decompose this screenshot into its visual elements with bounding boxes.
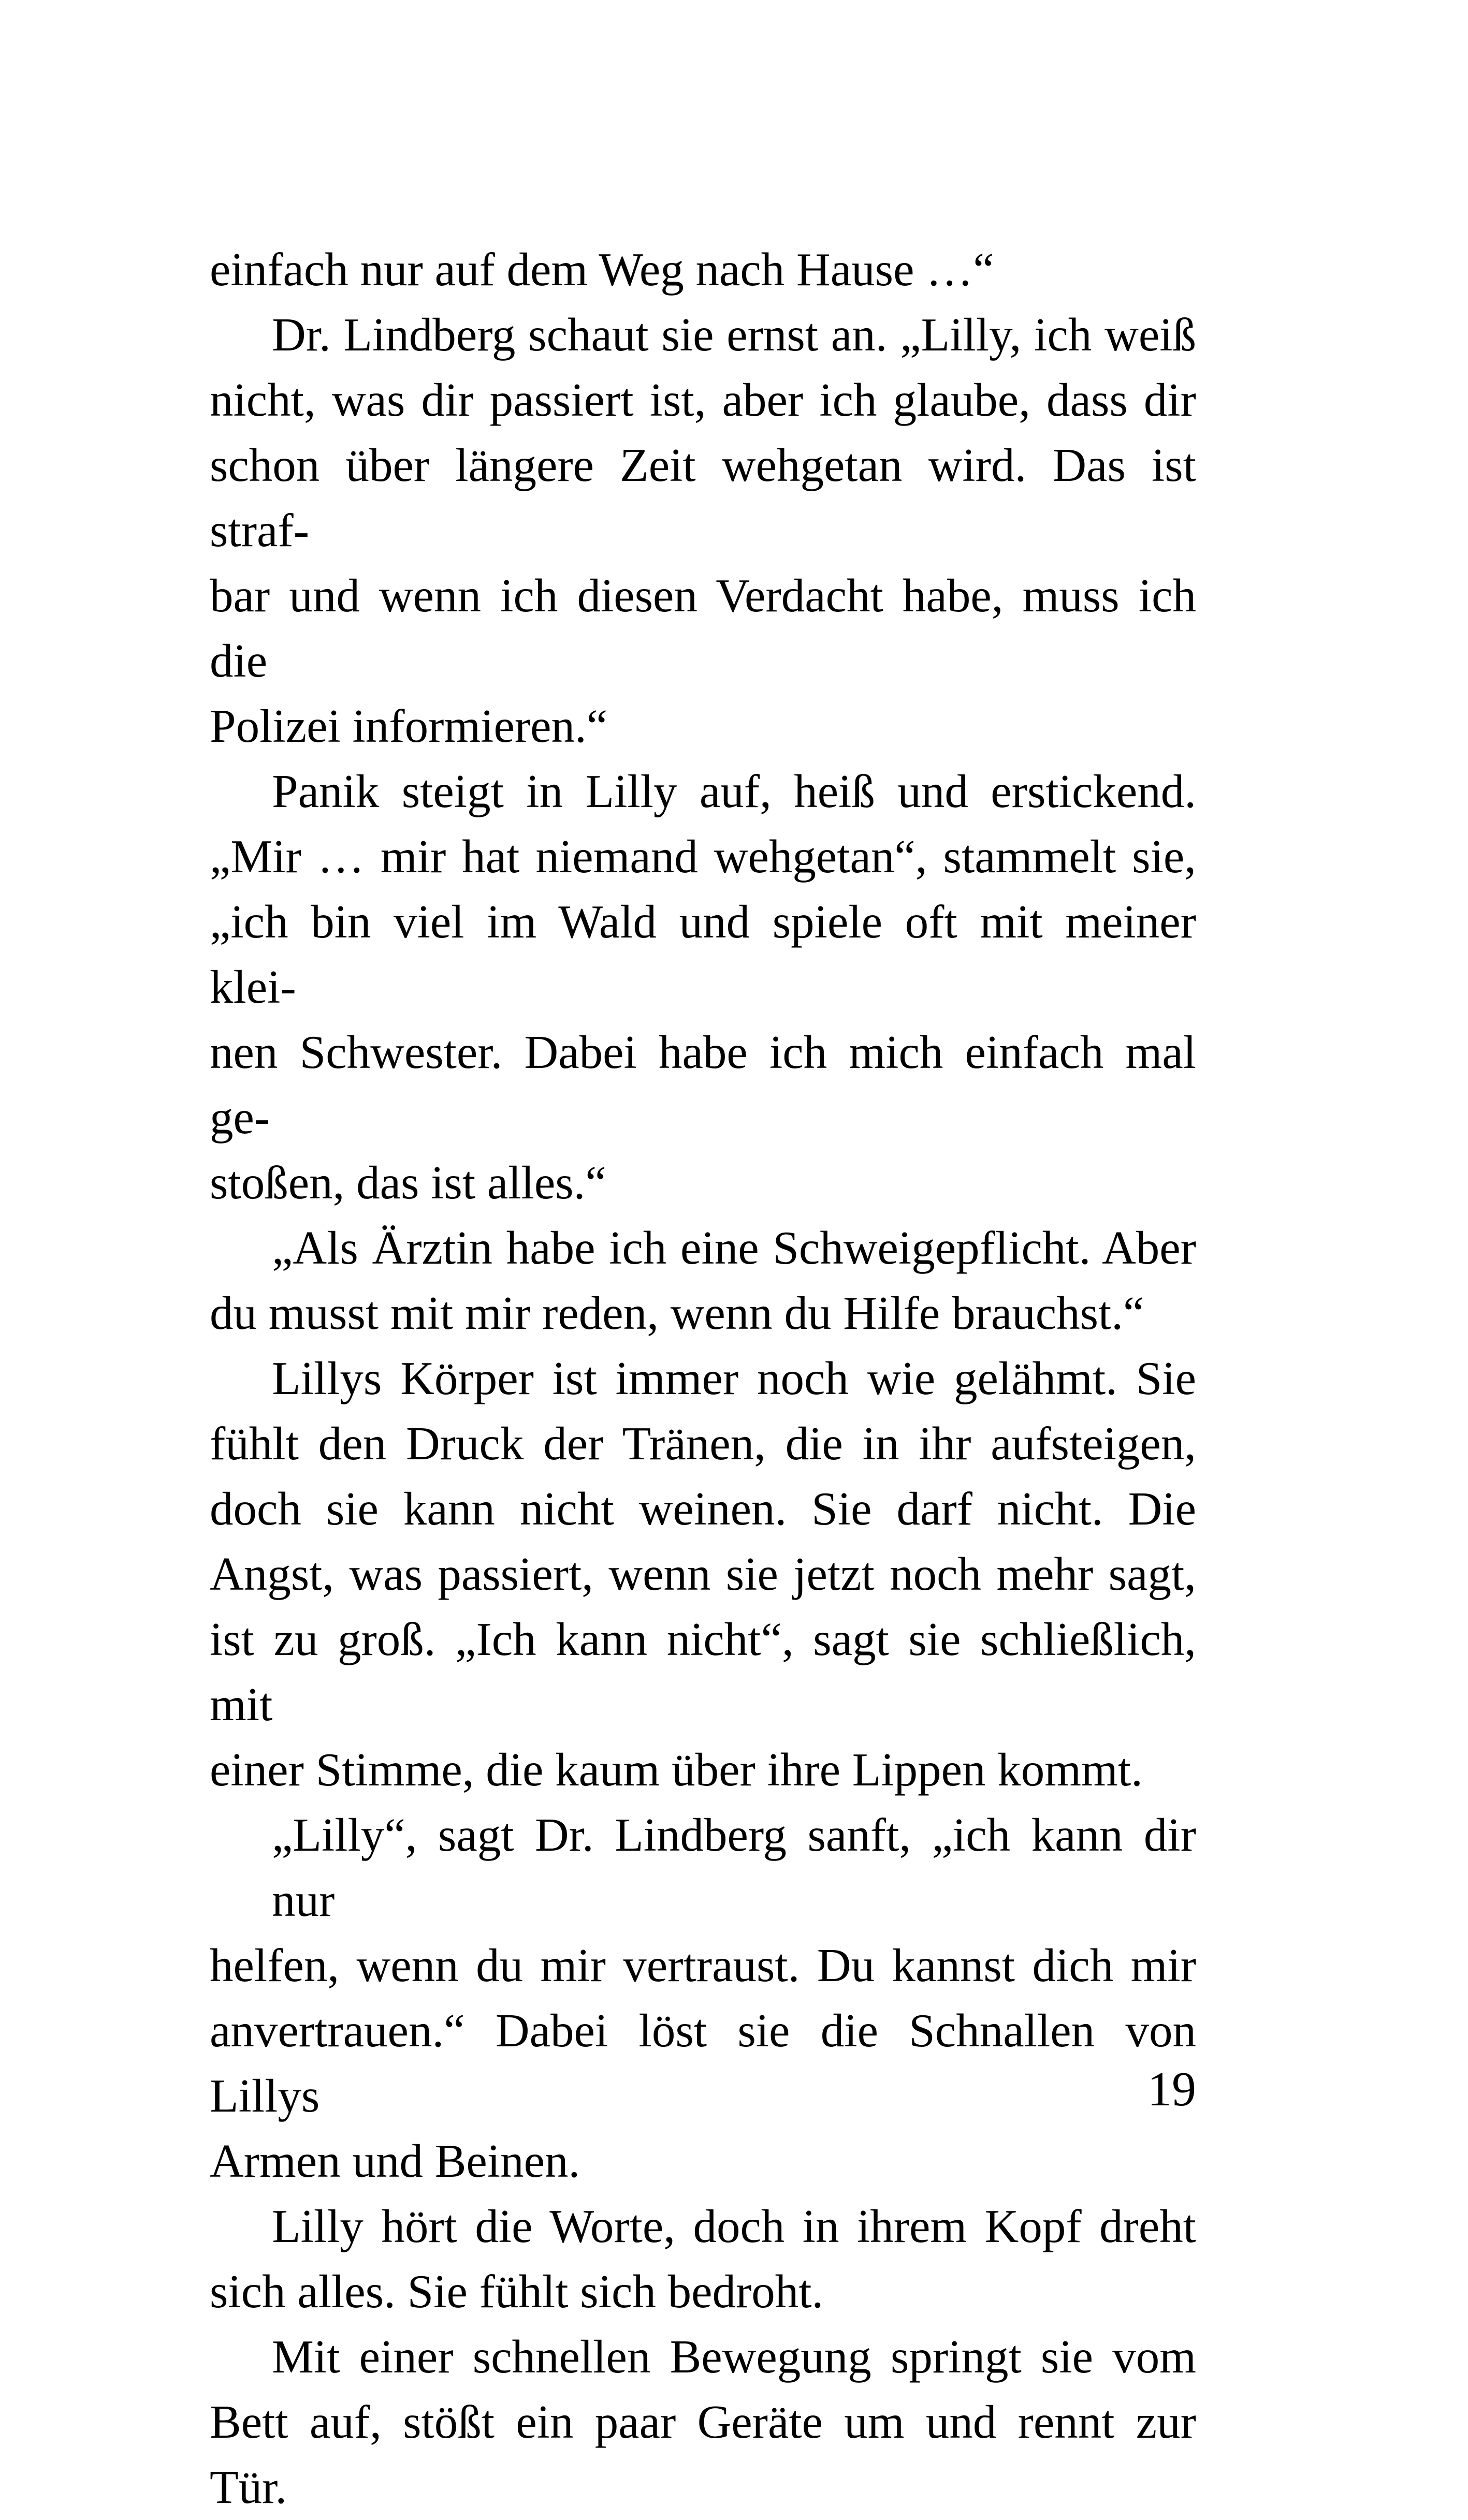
text-line: doch sie kann nicht weinen. Sie darf nicht. Die [210, 1483, 1196, 1535]
text-line: Bett auf, stößt ein paar Geräte um und rennt zur Tür. [210, 2396, 1196, 2513]
text-line: Armen und Beinen. [210, 2135, 580, 2187]
text-line: Polizei informieren.“ [210, 700, 608, 752]
text-line: nicht, was dir passiert ist, aber ich glaube, dass dir [210, 374, 1196, 426]
text-line: sich alles. Sie fühlt sich bedroht. [210, 2265, 824, 2318]
text-line: Lilly hört die Worte, doch in ihrem Kopf dreht [272, 2200, 1196, 2252]
text-line: Angst, was passiert, wenn sie jetzt noch mehr sagt, [210, 1548, 1196, 1600]
page-number: 19 [1147, 2062, 1196, 2116]
text-line: „Als Ärztin habe ich eine Schweigepflicht. Aber [272, 1222, 1196, 1274]
text-line: schon über längere Zeit wehgetan wird. Das ist straf- [210, 439, 1196, 556]
text-line: anvertrauen.“ Dabei löst sie die Schnallen von Lillys [210, 2004, 1196, 2122]
text-line: Mit einer schnellen Bewegung springt sie vom [272, 2331, 1196, 2383]
text-line: „ich bin viel im Wald und spiele oft mit meiner klei- [210, 896, 1196, 1013]
text-line: „Lilly“, sagt Dr. Lindberg sanft, „ich kann dir nur [272, 1809, 1196, 1926]
text-line: ist zu groß. „Ich kann nicht“, sagt sie schließlich, mit [210, 1613, 1196, 1731]
text-block [210, 237, 1196, 2520]
text-line: du musst mit mir reden, wenn du Hilfe brauchst.“ [210, 1287, 1144, 1339]
text-line: Lillys Körper ist immer noch wie gelähmt. Sie [272, 1352, 1196, 1404]
text-line: bar und wenn ich diesen Verdacht habe, muss ich die [210, 569, 1196, 687]
text-line: einfach nur auf dem Weg nach Hause …“ [210, 243, 994, 296]
text-line: „Mir … mir hat niemand wehgetan“, stammelt sie, [210, 830, 1196, 883]
text-line: stoßen, das ist alles.“ [210, 1156, 606, 1209]
text-line: helfen, wenn du mir vertraust. Du kannst dich mir [210, 1939, 1196, 1991]
text-line: Dr. Lindberg schaut sie ernst an. „Lilly, ich weiß [272, 309, 1196, 361]
text-line: nen Schwester. Dabei habe ich mich einfach mal ge- [210, 1026, 1196, 1144]
text-line: einer Stimme, die kaum über ihre Lippen kommt. [210, 1744, 1143, 1796]
text-line: Panik steigt in Lilly auf, heiß und erstickend. [272, 765, 1196, 817]
text-line: fühlt den Druck der Tränen, die in ihr aufsteigen, [210, 1417, 1196, 1470]
